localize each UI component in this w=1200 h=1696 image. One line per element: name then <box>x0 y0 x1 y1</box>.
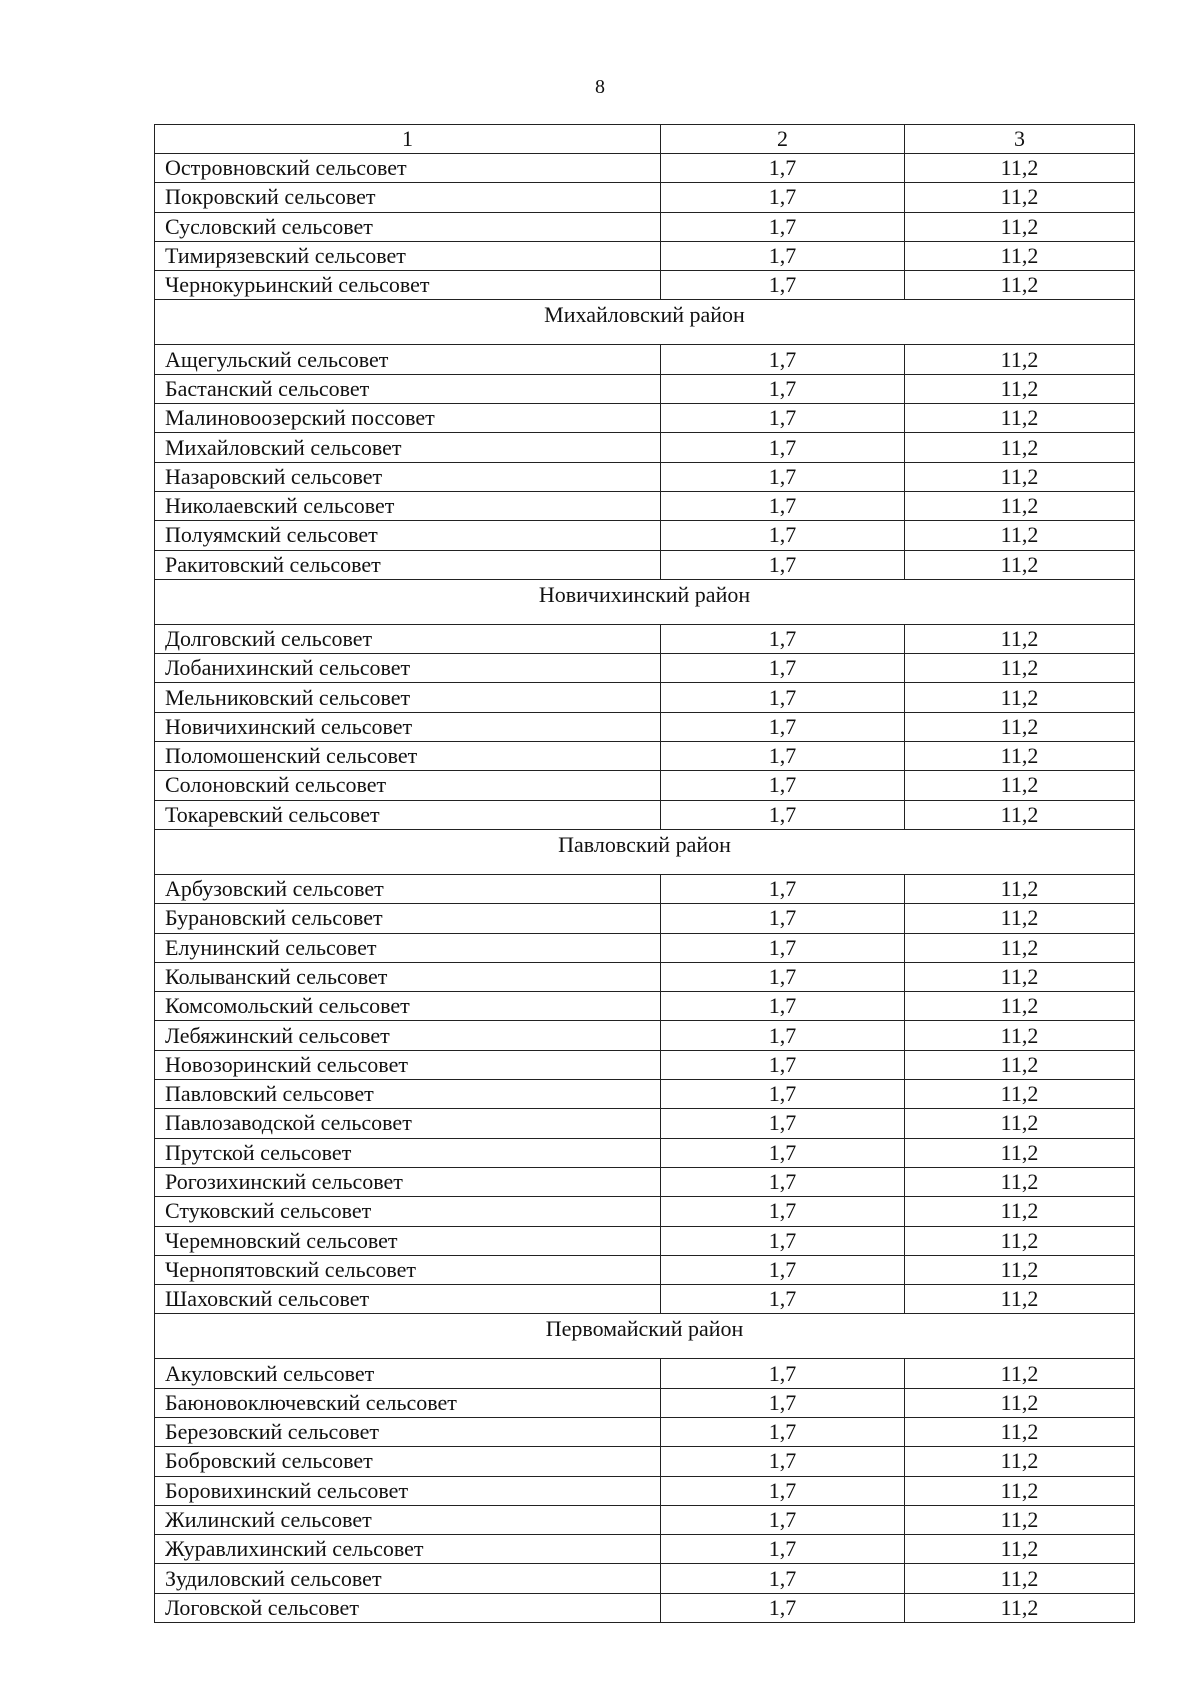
value-col2-cell: 1,7 <box>661 345 905 374</box>
value-col2-cell: 1,7 <box>661 904 905 933</box>
value-col3-cell: 11,2 <box>905 374 1135 403</box>
settlement-name-cell: Колыванский сельсовет <box>155 962 661 991</box>
settlement-name-cell: Березовский сельсовет <box>155 1417 661 1446</box>
table-row <box>155 154 1135 183</box>
value-col2-cell: 1,7 <box>661 1109 905 1138</box>
table-row <box>155 1138 1135 1167</box>
value-col2-cell: 1,7 <box>661 1417 905 1446</box>
table-row <box>155 1080 1135 1109</box>
value-col3-cell: 11,2 <box>905 1021 1135 1050</box>
table-row <box>155 1447 1135 1476</box>
value-col3-cell: 11,2 <box>905 624 1135 653</box>
settlement-name-cell: Журавлихинский сельсовет <box>155 1535 661 1564</box>
settlement-name-cell: Рогозихинский сельсовет <box>155 1167 661 1196</box>
value-col3-cell: 11,2 <box>905 992 1135 1021</box>
value-col2-cell: 1,7 <box>661 1388 905 1417</box>
table-row <box>155 241 1135 270</box>
value-col3-cell: 11,2 <box>905 962 1135 991</box>
value-col3-cell: 11,2 <box>905 462 1135 491</box>
settlement-name-cell: Бобровский сельсовет <box>155 1447 661 1476</box>
value-col2-cell: 1,7 <box>661 521 905 550</box>
value-col3-cell: 11,2 <box>905 1417 1135 1446</box>
settlement-name-cell: Ащегульский сельсовет <box>155 345 661 374</box>
column-header-1: 1 <box>155 125 661 154</box>
value-col2-cell: 1,7 <box>661 992 905 1021</box>
table-row <box>155 742 1135 771</box>
settlement-name-cell: Арбузовский сельсовет <box>155 874 661 903</box>
value-col2-cell: 1,7 <box>661 1226 905 1255</box>
column-header-3: 3 <box>905 125 1135 154</box>
table-row <box>155 654 1135 683</box>
settlement-name-cell: Тимирязевский сельсовет <box>155 241 661 270</box>
value-col3-cell: 11,2 <box>905 521 1135 550</box>
table-row <box>155 404 1135 433</box>
value-col3-cell: 11,2 <box>905 1505 1135 1534</box>
value-col2-cell: 1,7 <box>661 550 905 579</box>
table-row <box>155 433 1135 462</box>
value-col3-cell: 11,2 <box>905 1197 1135 1226</box>
settlement-name-cell: Павловский сельсовет <box>155 1080 661 1109</box>
value-col3-cell: 11,2 <box>905 1359 1135 1388</box>
value-col2-cell: 1,7 <box>661 771 905 800</box>
value-col3-cell: 11,2 <box>905 742 1135 771</box>
value-col2-cell: 1,7 <box>661 1593 905 1622</box>
settlement-name-cell: Павлозаводской сельсовет <box>155 1109 661 1138</box>
value-col2-cell: 1,7 <box>661 241 905 270</box>
settlement-name-cell: Жилинский сельсовет <box>155 1505 661 1534</box>
value-col2-cell: 1,7 <box>661 742 905 771</box>
table-row <box>155 1564 1135 1593</box>
value-col2-cell: 1,7 <box>661 1138 905 1167</box>
settlement-name-cell: Назаровский сельсовет <box>155 462 661 491</box>
value-col3-cell: 11,2 <box>905 874 1135 903</box>
value-col2-cell: 1,7 <box>661 271 905 300</box>
value-col2-cell: 1,7 <box>661 1080 905 1109</box>
value-col2-cell: 1,7 <box>661 1167 905 1196</box>
value-col3-cell: 11,2 <box>905 1255 1135 1284</box>
table-row <box>155 521 1135 550</box>
settlement-name-cell: Новичихинский сельсовет <box>155 712 661 741</box>
value-col2-cell: 1,7 <box>661 1021 905 1050</box>
table-row <box>155 1226 1135 1255</box>
value-col2-cell: 1,7 <box>661 933 905 962</box>
district-name: Михайловский район <box>155 300 1135 345</box>
table-row <box>155 1255 1135 1284</box>
table-row <box>155 992 1135 1021</box>
value-col3-cell: 11,2 <box>905 491 1135 520</box>
value-col3-cell: 11,2 <box>905 345 1135 374</box>
value-col3-cell: 11,2 <box>905 241 1135 270</box>
value-col2-cell: 1,7 <box>661 1535 905 1564</box>
settlement-name-cell: Акуловский сельсовет <box>155 1359 661 1388</box>
settlement-name-cell: Солоновский сельсовет <box>155 771 661 800</box>
value-col2-cell: 1,7 <box>661 212 905 241</box>
value-col2-cell: 1,7 <box>661 1476 905 1505</box>
table-row <box>155 1417 1135 1446</box>
value-col2-cell: 1,7 <box>661 374 905 403</box>
settlement-name-cell: Логовской сельсовет <box>155 1593 661 1622</box>
settlement-name-cell: Михайловский сельсовет <box>155 433 661 462</box>
value-col3-cell: 11,2 <box>905 1050 1135 1079</box>
value-col3-cell: 11,2 <box>905 1080 1135 1109</box>
settlement-name-cell: Долговский сельсовет <box>155 624 661 653</box>
value-col2-cell: 1,7 <box>661 683 905 712</box>
table-row <box>155 800 1135 829</box>
table-row <box>155 1388 1135 1417</box>
table-header-row <box>155 125 1135 154</box>
value-col3-cell: 11,2 <box>905 1564 1135 1593</box>
table-row <box>155 771 1135 800</box>
settlement-name-cell: Шаховский сельсовет <box>155 1285 661 1314</box>
table-row <box>155 1109 1135 1138</box>
district-name: Первомайский район <box>155 1314 1135 1359</box>
settlement-name-cell: Прутской сельсовет <box>155 1138 661 1167</box>
value-col3-cell: 11,2 <box>905 1226 1135 1255</box>
value-col2-cell: 1,7 <box>661 1447 905 1476</box>
value-col2-cell: 1,7 <box>661 491 905 520</box>
settlement-name-cell: Николаевский сельсовет <box>155 491 661 520</box>
value-col2-cell: 1,7 <box>661 624 905 653</box>
table-body <box>155 125 1135 1623</box>
settlement-name-cell: Елунинский сельсовет <box>155 933 661 962</box>
table-row <box>155 1167 1135 1196</box>
settlement-name-cell: Лобанихинский сельсовет <box>155 654 661 683</box>
value-col3-cell: 11,2 <box>905 1593 1135 1622</box>
settlement-name-cell: Боровихинский сельсовет <box>155 1476 661 1505</box>
table-row <box>155 1535 1135 1564</box>
value-col3-cell: 11,2 <box>905 1109 1135 1138</box>
table-row <box>155 345 1135 374</box>
district-name: Новичихинский район <box>155 579 1135 624</box>
column-header-2: 2 <box>661 125 905 154</box>
district-header-row <box>155 829 1135 874</box>
table-row <box>155 1359 1135 1388</box>
value-col3-cell: 11,2 <box>905 683 1135 712</box>
table-row <box>155 183 1135 212</box>
value-col2-cell: 1,7 <box>661 800 905 829</box>
table-row <box>155 550 1135 579</box>
value-col3-cell: 11,2 <box>905 1388 1135 1417</box>
settlement-name-cell: Стуковский сельсовет <box>155 1197 661 1226</box>
settlement-name-cell: Баюновоключевский сельсовет <box>155 1388 661 1417</box>
table-row <box>155 933 1135 962</box>
value-col3-cell: 11,2 <box>905 904 1135 933</box>
value-col3-cell: 11,2 <box>905 1138 1135 1167</box>
value-col2-cell: 1,7 <box>661 154 905 183</box>
settlement-name-cell: Покровский сельсовет <box>155 183 661 212</box>
settlement-name-cell: Чернопятовский сельсовет <box>155 1255 661 1284</box>
table-row <box>155 904 1135 933</box>
value-col3-cell: 11,2 <box>905 1167 1135 1196</box>
district-header-row <box>155 579 1135 624</box>
table-row <box>155 712 1135 741</box>
settlement-name-cell: Новозоринский сельсовет <box>155 1050 661 1079</box>
value-col2-cell: 1,7 <box>661 654 905 683</box>
value-col3-cell: 11,2 <box>905 1535 1135 1564</box>
settlement-name-cell: Сусловский сельсовет <box>155 212 661 241</box>
settlement-name-cell: Чернокурьинский сельсовет <box>155 271 661 300</box>
settlement-name-cell: Зудиловский сельсовет <box>155 1564 661 1593</box>
settlement-name-cell: Малиновоозерский поссовет <box>155 404 661 433</box>
data-table <box>154 124 1135 1623</box>
value-col3-cell: 11,2 <box>905 404 1135 433</box>
settlement-name-cell: Лебяжинский сельсовет <box>155 1021 661 1050</box>
settlement-name-cell: Мельниковский сельсовет <box>155 683 661 712</box>
value-col2-cell: 1,7 <box>661 1285 905 1314</box>
value-col3-cell: 11,2 <box>905 1447 1135 1476</box>
value-col2-cell: 1,7 <box>661 962 905 991</box>
value-col2-cell: 1,7 <box>661 433 905 462</box>
value-col3-cell: 11,2 <box>905 933 1135 962</box>
table-row <box>155 1197 1135 1226</box>
value-col3-cell: 11,2 <box>905 183 1135 212</box>
value-col2-cell: 1,7 <box>661 712 905 741</box>
value-col2-cell: 1,7 <box>661 1505 905 1534</box>
value-col2-cell: 1,7 <box>661 1197 905 1226</box>
settlement-name-cell: Островновский сельсовет <box>155 154 661 183</box>
value-col2-cell: 1,7 <box>661 1359 905 1388</box>
value-col2-cell: 1,7 <box>661 1564 905 1593</box>
district-header-row <box>155 300 1135 345</box>
value-col3-cell: 11,2 <box>905 1285 1135 1314</box>
value-col3-cell: 11,2 <box>905 271 1135 300</box>
table-row <box>155 374 1135 403</box>
settlement-name-cell: Ракитовский сельсовет <box>155 550 661 579</box>
settlement-name-cell: Бурановский сельсовет <box>155 904 661 933</box>
settlement-name-cell: Бастанский сельсовет <box>155 374 661 403</box>
table-row <box>155 212 1135 241</box>
table-row <box>155 462 1135 491</box>
value-col2-cell: 1,7 <box>661 874 905 903</box>
district-header-row <box>155 1314 1135 1359</box>
table-row <box>155 1476 1135 1505</box>
value-col3-cell: 11,2 <box>905 212 1135 241</box>
table-row <box>155 1021 1135 1050</box>
value-col3-cell: 11,2 <box>905 654 1135 683</box>
table-row <box>155 1593 1135 1622</box>
value-col2-cell: 1,7 <box>661 404 905 433</box>
value-col3-cell: 11,2 <box>905 1476 1135 1505</box>
table-row <box>155 874 1135 903</box>
table-row <box>155 491 1135 520</box>
value-col3-cell: 11,2 <box>905 712 1135 741</box>
value-col3-cell: 11,2 <box>905 154 1135 183</box>
table-row <box>155 1050 1135 1079</box>
value-col2-cell: 1,7 <box>661 183 905 212</box>
table-row <box>155 271 1135 300</box>
table-row <box>155 962 1135 991</box>
value-col3-cell: 11,2 <box>905 433 1135 462</box>
value-col3-cell: 11,2 <box>905 771 1135 800</box>
table-row <box>155 1285 1135 1314</box>
table-row <box>155 683 1135 712</box>
settlement-name-cell: Полуямский сельсовет <box>155 521 661 550</box>
settlement-name-cell: Комсомольский сельсовет <box>155 992 661 1021</box>
value-col2-cell: 1,7 <box>661 1050 905 1079</box>
settlement-name-cell: Поломошенский сельсовет <box>155 742 661 771</box>
table-row <box>155 624 1135 653</box>
value-col2-cell: 1,7 <box>661 462 905 491</box>
settlement-name-cell: Черемновский сельсовет <box>155 1226 661 1255</box>
value-col3-cell: 11,2 <box>905 800 1135 829</box>
table-row <box>155 1505 1135 1534</box>
district-name: Павловский район <box>155 829 1135 874</box>
value-col3-cell: 11,2 <box>905 550 1135 579</box>
value-col2-cell: 1,7 <box>661 1255 905 1284</box>
settlement-name-cell: Токаревский сельсовет <box>155 800 661 829</box>
page-number: 8 <box>595 76 605 98</box>
